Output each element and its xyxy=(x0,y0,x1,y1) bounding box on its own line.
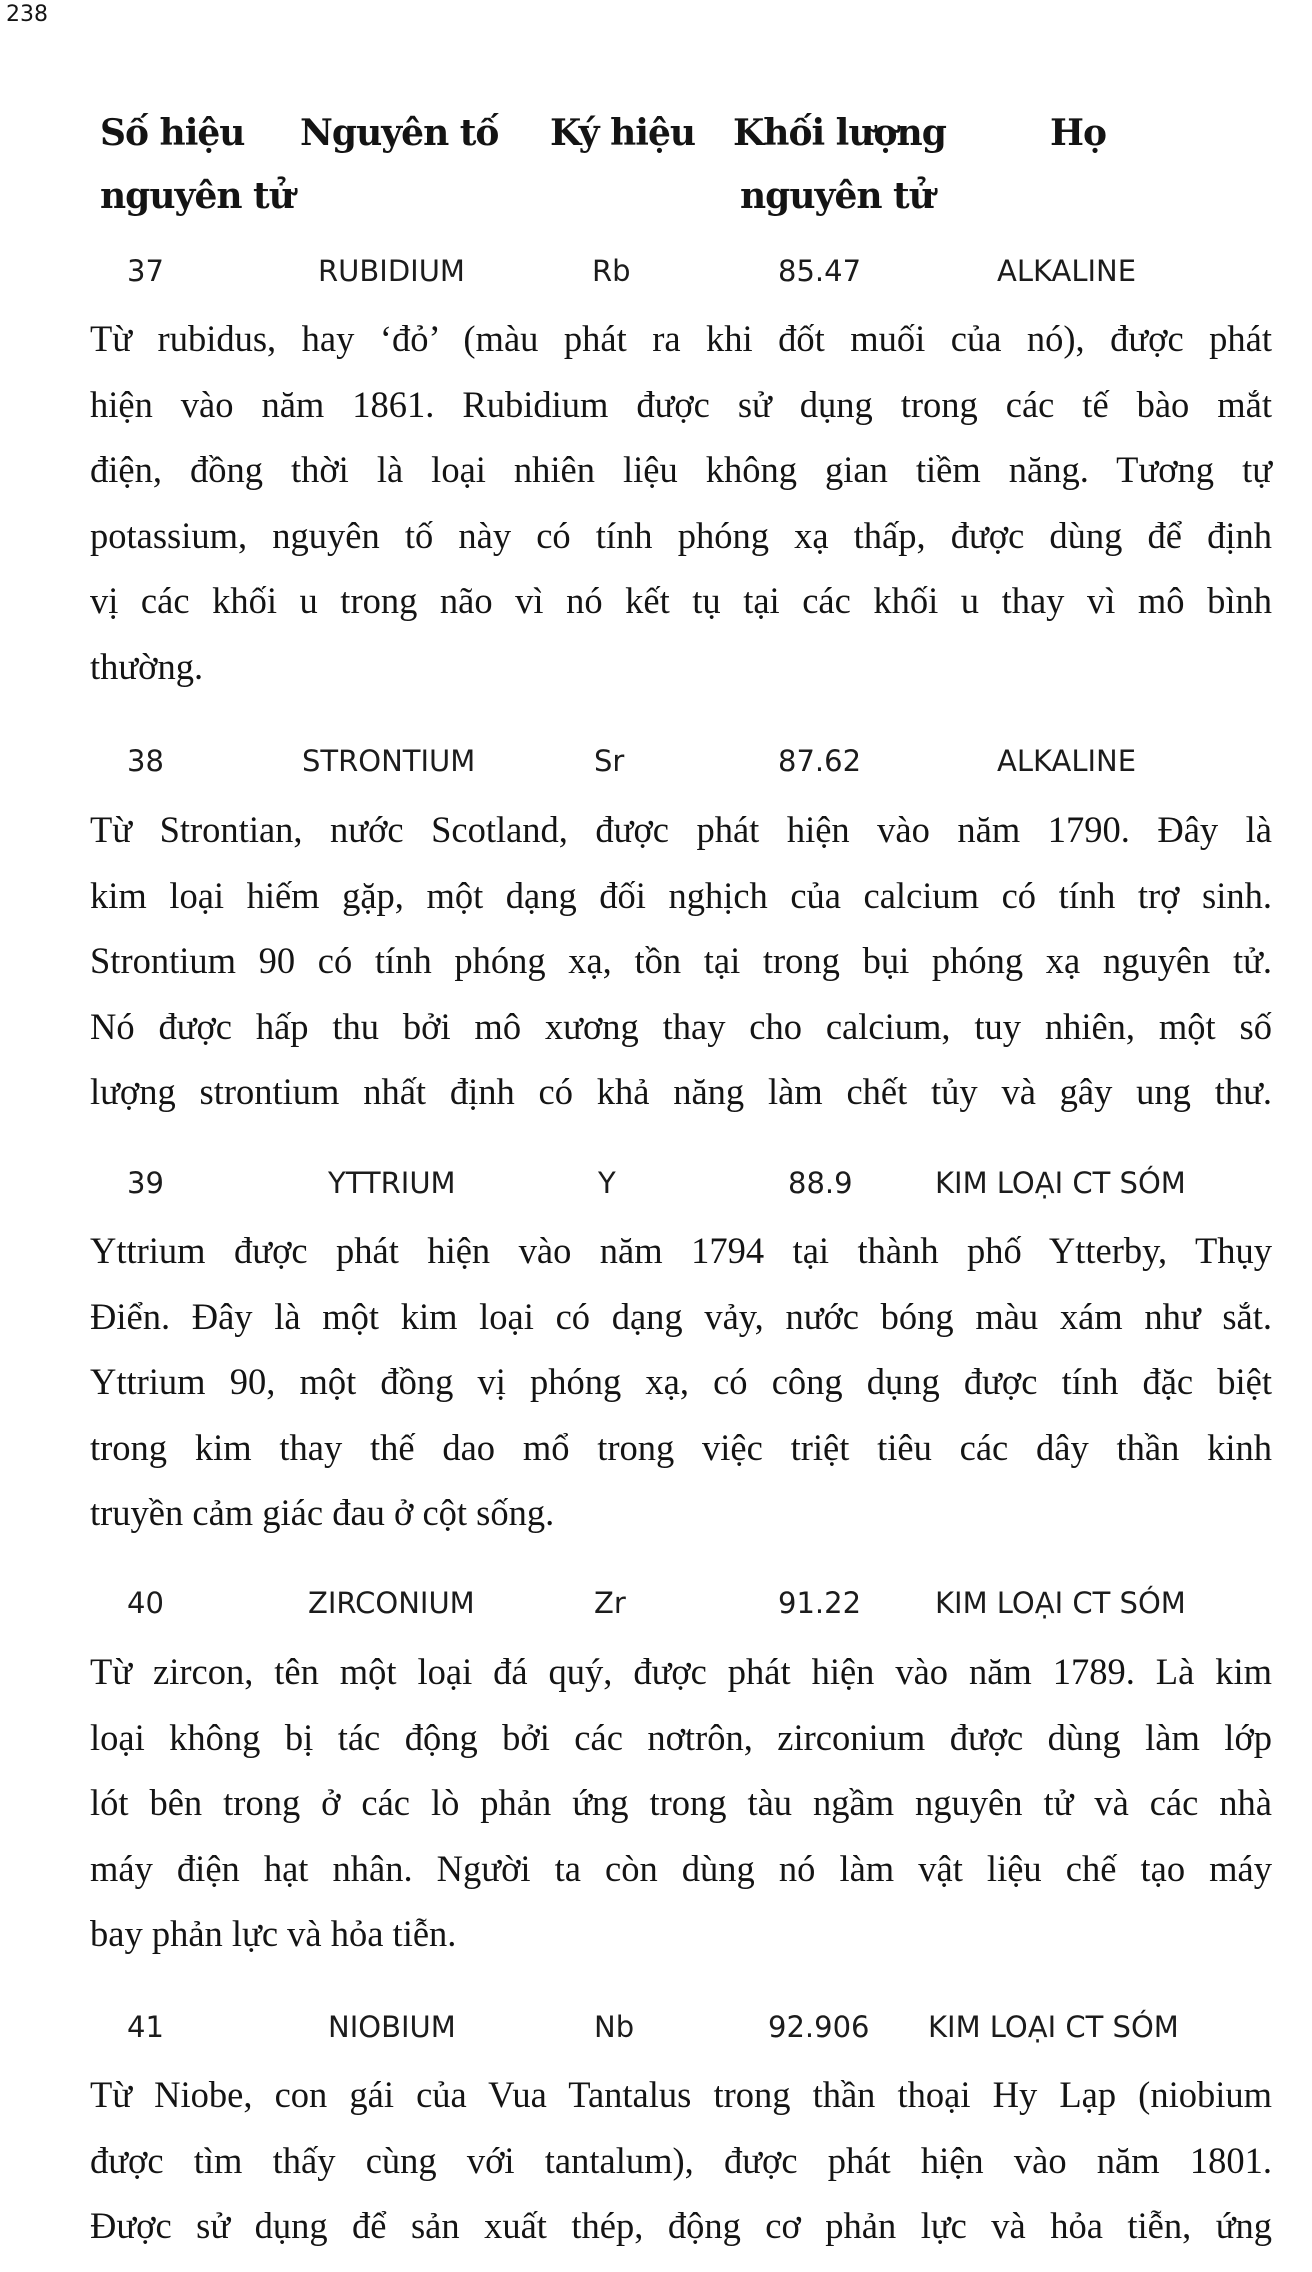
element-description xyxy=(90,2062,1272,2259)
element-row xyxy=(0,1586,1312,1626)
element-family: ALKALINE xyxy=(997,744,1137,778)
element-symbol: Zr xyxy=(594,1586,626,1620)
description-line: máy điện hạt nhân. Người ta còn dùng nó làm vật liệu chế tạo máy xyxy=(90,1847,1272,1889)
atomic-mass: 88.9 xyxy=(788,1166,853,1200)
description-line: Strontium 90 có tính phóng xạ, tồn tại trong bụi phóng xạ nguyên tử. xyxy=(90,940,1272,981)
description-line: trong kim thay thế dao mổ trong việc triệt tiêu các dây thần kinh xyxy=(90,1426,1272,1468)
atomic-number: 38 xyxy=(127,744,164,778)
element-name: STRONTIUM xyxy=(302,744,476,778)
element-family: KIM LOẠI CT SÓM xyxy=(935,1586,1186,1620)
description-line: Yttrium 90, một đồng vị phóng xạ, có công dụng được tính đặc biệt xyxy=(90,1361,1272,1402)
description-line: lượng strontium nhất định có khả năng làm chết tủy và gây ung thư. xyxy=(90,1071,1272,1112)
header-element: Nguyên tố xyxy=(300,112,499,154)
element-family: KIM LOẠI CT SÓM xyxy=(935,1166,1186,1200)
description-line: Điển. Đây là một kim loại có dạng vảy, nước bóng màu xám như sắt. xyxy=(90,1295,1272,1337)
description-line: Từ zircon, tên một loại đá quý, được phát hiện vào năm 1789. Là kim xyxy=(90,1651,1272,1692)
element-description xyxy=(90,1218,1272,1546)
element-family: ALKALINE xyxy=(997,254,1137,288)
atomic-mass: 85.47 xyxy=(778,254,862,288)
header-mass: Khối lượng xyxy=(733,112,946,154)
atomic-number: 39 xyxy=(127,1166,164,1200)
description-line: bay phản lực và hỏa tiễn. xyxy=(90,1913,457,1954)
description-line: Yttrium được phát hiện vào năm 1794 tại thành phố Ytterby, Thụy xyxy=(90,1230,1272,1271)
element-family: KIM LOẠI CT SÓM xyxy=(928,2010,1179,2044)
description-line: hiện vào năm 1861. Rubidium được sử dụng trong các tế bào mắt xyxy=(90,383,1272,425)
header-number-line2: nguyên tử xyxy=(100,175,294,217)
description-line: kim loại hiếm gặp, một dạng đối nghịch của calcium có tính trợ sinh. xyxy=(90,874,1272,916)
description-line: vị các khối u trong não vì nó kết tụ tại các khối u thay vì mô bình xyxy=(90,580,1272,621)
description-line: được tìm thấy cùng với tantalum), được phát hiện vào năm 1801. xyxy=(90,2139,1272,2181)
description-line: Từ Niobe, con gái của Vua Tantalus trong thần thoại Hy Lạp (niobium xyxy=(90,2074,1272,2115)
element-name: RUBIDIUM xyxy=(318,254,465,288)
element-symbol: Rb xyxy=(592,254,631,288)
element-symbol: Nb xyxy=(594,2010,635,2044)
description-line: potassium, nguyên tố này có tính phóng xạ thấp, được dùng để định xyxy=(90,514,1272,556)
element-name: NIOBIUM xyxy=(328,2010,456,2044)
element-name: YTTRIUM xyxy=(328,1166,456,1200)
atomic-mass: 92.906 xyxy=(768,2010,870,2044)
description-line: truyền cảm giác đau ở cột sống. xyxy=(90,1492,555,1533)
description-line: lót bên trong ở các lò phản ứng trong tàu ngầm nguyên tử và các nhà xyxy=(90,1782,1272,1823)
atomic-number: 40 xyxy=(127,1586,164,1620)
description-line: loại không bị tác động bởi các nơtrôn, zirconium được dùng làm lớp xyxy=(90,1716,1272,1758)
description-line: Từ rubidus, hay ‘đỏ’ (màu phát ra khi đốt muối của nó), được phát xyxy=(90,318,1272,359)
atomic-mass: 91.22 xyxy=(778,1586,862,1620)
description-line: Nó được hấp thu bởi mô xương thay cho calcium, tuy nhiên, một số xyxy=(90,1005,1272,1047)
element-description xyxy=(90,797,1272,1125)
element-symbol: Sr xyxy=(594,744,625,778)
element-symbol: Y xyxy=(598,1166,616,1200)
element-row xyxy=(0,744,1312,784)
atomic-number: 37 xyxy=(127,254,164,288)
header-family: Họ xyxy=(1050,112,1107,154)
atomic-number: 41 xyxy=(127,2010,164,2044)
description-line: Được sử dụng để sản xuất thép, động cơ phản lực và hỏa tiễn, ứng xyxy=(90,2205,1272,2246)
element-row xyxy=(0,254,1312,294)
description-line: thường. xyxy=(90,645,204,687)
header-mass-line2: nguyên tử xyxy=(740,175,934,217)
atomic-mass: 87.62 xyxy=(778,744,862,778)
element-row xyxy=(0,2010,1312,2050)
header-number: Số hiệu xyxy=(100,112,245,154)
element-name: ZIRCONIUM xyxy=(308,1586,475,1620)
page-number: 238 xyxy=(6,2,48,27)
description-line: Từ Strontian, nước Scotland, được phát hiện vào năm 1790. Đây là xyxy=(90,809,1272,850)
header-symbol: Ký hiệu xyxy=(550,112,696,154)
description-line: điện, đồng thời là loại nhiên liệu không gian tiềm năng. Tương tự xyxy=(90,449,1272,490)
element-row xyxy=(0,1166,1312,1206)
element-description xyxy=(90,306,1272,699)
element-description xyxy=(90,1639,1272,1967)
